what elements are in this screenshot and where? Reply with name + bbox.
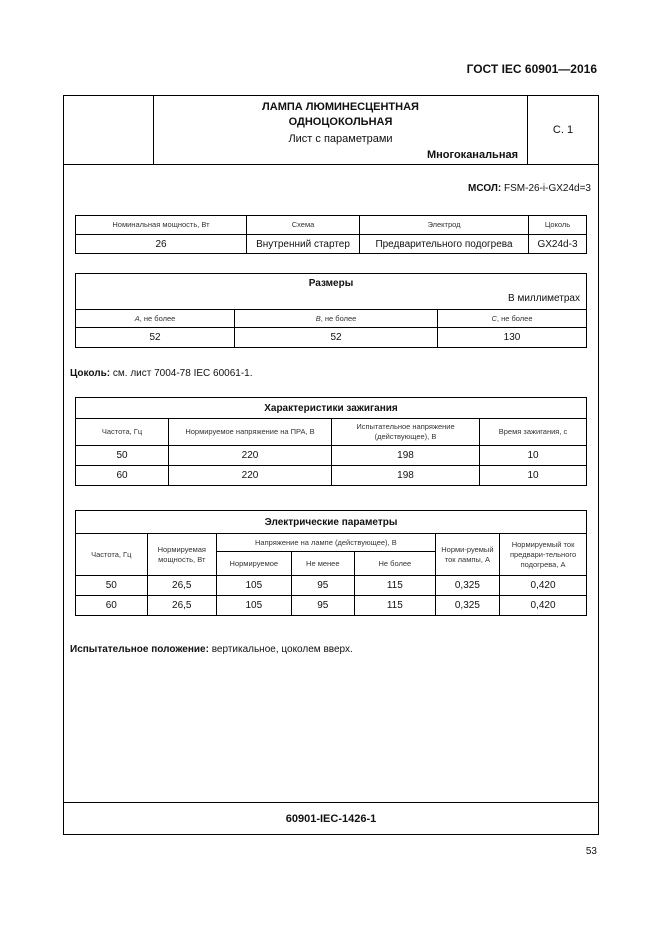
table-cell: 10 [480, 466, 587, 486]
col-header: Частота, Гц [76, 534, 148, 576]
table-cell: 220 [169, 446, 332, 466]
sheet-title [154, 100, 527, 130]
standard-number: ГОСТ IEC 60901—2016 [466, 62, 597, 76]
table-cell: 0,325 [435, 576, 499, 596]
table-cell: 26 [76, 235, 247, 254]
table-cell: 10 [480, 446, 587, 466]
col-header: Нормируемый ток предвари-тельного подогрева, А [500, 534, 587, 576]
dimensions-title-cell [76, 274, 587, 310]
table-cell: 220 [169, 466, 332, 486]
col-header: Испытательное напряжение (действующее), В [332, 419, 480, 446]
col-header: A, не более [76, 310, 235, 328]
base-note: Цоколь: см. лист 7004-78 IEC 60061-1. [70, 368, 253, 379]
table-cell: 26,5 [147, 576, 216, 596]
table-cell: GX24d-3 [529, 235, 587, 254]
sheet-page-cell: С. 1 [527, 96, 598, 164]
table-cell: 198 [332, 466, 480, 486]
table-cell: 26,5 [147, 596, 216, 616]
title-line-2: ОДНОЦОКОЛЬНАЯ [288, 116, 393, 128]
table-cell: 105 [217, 596, 292, 616]
col-header: B, не более [235, 310, 438, 328]
msol-designation [468, 183, 591, 194]
table-cell: 115 [354, 596, 435, 616]
table-cell: 60 [76, 596, 148, 616]
table-cell: 60 [76, 466, 169, 486]
lamp-type: Многоканальная [427, 149, 518, 161]
col-header: Нормируемое [217, 552, 292, 576]
col-header: Схема [247, 216, 360, 235]
table-cell: 0,420 [500, 576, 587, 596]
col-header-group: Напряжение на лампе (действующее), В [217, 534, 436, 552]
test-position-note: Испытательное положение: вертикальное, цоколем вверх. [70, 644, 353, 655]
sheet-footer: 60901-IEC-1426-1 [64, 802, 598, 834]
table-cell: 95 [291, 576, 354, 596]
dimensions-title: Размеры [308, 278, 354, 289]
table-cell: 52 [235, 328, 438, 348]
electrical-table [75, 510, 587, 616]
table-cell: Предварительного подогрева [360, 235, 529, 254]
table-cell: 50 [76, 446, 169, 466]
ignition-title: Характеристики зажигания [76, 398, 587, 419]
table-cell: 95 [291, 596, 354, 616]
main-parameters-table [75, 215, 587, 254]
sheet-subtitle: Лист с параметрами [288, 133, 393, 145]
electrical-title: Электрические параметры [76, 511, 587, 534]
table-cell: 115 [354, 576, 435, 596]
table-cell: 130 [438, 328, 587, 348]
table-cell: Внутренний стартер [247, 235, 360, 254]
col-header: Цоколь [529, 216, 587, 235]
table-cell: 105 [217, 576, 292, 596]
ignition-table [75, 397, 587, 486]
col-header: Номинальная мощность, Вт [76, 216, 247, 235]
table-cell: 198 [332, 446, 480, 466]
col-header: Не более [354, 552, 435, 576]
col-header: Частота, Гц [76, 419, 169, 446]
msol-value: FSM-26-i-GX24d=3 [504, 183, 591, 194]
table-cell: 50 [76, 576, 148, 596]
col-header: Норми-руемый ток лампы, А [435, 534, 499, 576]
dimensions-table [75, 273, 587, 348]
col-header: Нормируемое напряжение на ПРА, В [169, 419, 332, 446]
table-cell: 52 [76, 328, 235, 348]
table-cell: 0,325 [435, 596, 499, 616]
col-header: Время зажигания, с [480, 419, 587, 446]
title-line-1: ЛАМПА ЛЮМИНЕСЦЕНТНАЯ [262, 101, 419, 113]
col-header: Нормируемая мощность, Вт [147, 534, 216, 576]
table-cell: 0,420 [500, 596, 587, 616]
page-number: 53 [585, 846, 597, 857]
dimensions-unit: В миллиметрах [508, 293, 580, 304]
sheet-header [64, 96, 598, 165]
header-left-cell [64, 96, 154, 164]
col-header: Не менее [291, 552, 354, 576]
col-header: Электрод [360, 216, 529, 235]
col-header: C, не более [438, 310, 587, 328]
msol-label: МСОЛ: [468, 183, 502, 194]
